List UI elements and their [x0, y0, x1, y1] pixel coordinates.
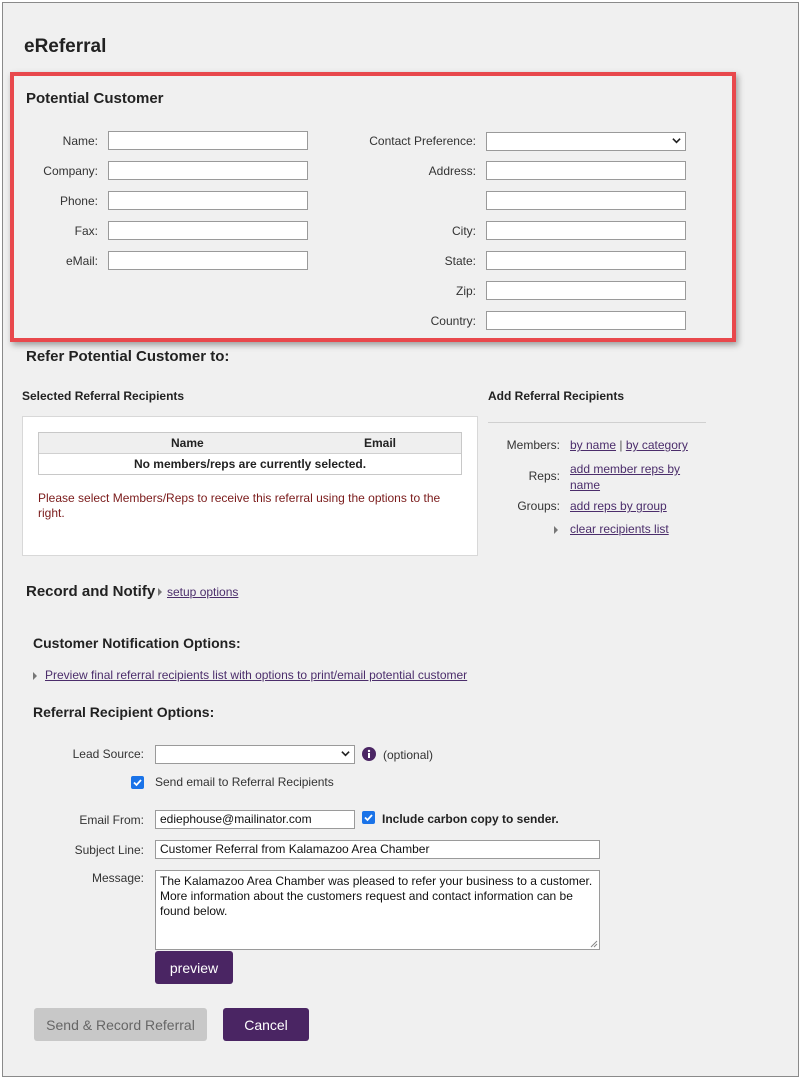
- col-email-header: Email: [364, 436, 397, 450]
- fax-label: Fax:: [74, 224, 98, 238]
- selected-recipients-title: Selected Referral Recipients: [22, 389, 185, 403]
- address-line2-input[interactable]: [486, 191, 686, 210]
- lead-source-select[interactable]: [155, 745, 355, 764]
- reps-link[interactable]: [570, 461, 710, 493]
- members-label: Members:: [506, 438, 560, 452]
- city-label: City:: [452, 224, 476, 238]
- recipients-table: [38, 432, 462, 475]
- resize-handle-icon[interactable]: [590, 940, 598, 948]
- add-recipients-divider: [488, 422, 706, 423]
- state-input[interactable]: [486, 251, 686, 270]
- cancel-button[interactable]: Cancel: [223, 1008, 309, 1041]
- potential-customer-title: Potential Customer: [26, 90, 164, 107]
- table-empty-row: No members/reps are currently selected.: [133, 457, 367, 471]
- preview-recipients-link[interactable]: Preview final referral recipients list with options to print/email potential customer: [45, 668, 468, 682]
- caret-right-icon: [554, 526, 558, 534]
- country-label: Country:: [430, 314, 476, 328]
- city-input[interactable]: [486, 221, 686, 240]
- col-name-header: Name: [171, 436, 204, 450]
- check-icon: [132, 777, 143, 788]
- by-category-link[interactable]: by category: [625, 438, 688, 452]
- recipient-options-title: Referral Recipient Options:: [33, 704, 215, 720]
- table-header: [39, 433, 461, 454]
- state-label: State:: [444, 254, 476, 268]
- fax-input[interactable]: [108, 221, 308, 240]
- add-member-reps-link[interactable]: add member reps by: [570, 462, 681, 476]
- email-label: eMail:: [65, 254, 98, 268]
- email-from-input[interactable]: ediephouse@mailinator.com: [155, 810, 355, 829]
- add-reps-by-group-link[interactable]: add reps by group: [570, 499, 667, 513]
- company-input[interactable]: [108, 161, 308, 180]
- add-member-reps-name-link[interactable]: name: [570, 478, 601, 492]
- send-email-checkbox[interactable]: [131, 776, 144, 789]
- chevron-down-icon: [341, 749, 350, 758]
- send-email-label: Send email to Referral Recipients: [155, 775, 334, 789]
- message-label: Message:: [91, 871, 144, 885]
- contact-preference-select[interactable]: [486, 132, 686, 151]
- groups-label: Groups:: [517, 499, 560, 513]
- name-input[interactable]: [108, 131, 308, 150]
- chevron-down-icon: [672, 136, 681, 145]
- contact-preference-label: Contact Preference:: [369, 134, 476, 148]
- link-separator: |: [619, 438, 623, 452]
- optional-text: (optional): [383, 748, 434, 762]
- check-icon: [363, 812, 374, 823]
- message-textarea[interactable]: The Kalamazoo Area Chamber was pleased to refer your business to a customer. More information about the customers request and contact information can be found below.: [155, 870, 600, 950]
- send-record-button[interactable]: Send & Record Referral: [34, 1008, 207, 1041]
- email-from-label: Email From:: [79, 813, 144, 827]
- include-cc-checkbox[interactable]: [362, 811, 375, 824]
- country-input[interactable]: [486, 311, 686, 330]
- address-input[interactable]: [486, 161, 686, 180]
- subject-input[interactable]: Customer Referral from Kalamazoo Area Chamber: [155, 840, 600, 859]
- refer-title: Refer Potential Customer to:: [26, 348, 230, 365]
- members-links: [570, 438, 688, 452]
- customer-notification-title: Customer Notification Options:: [33, 635, 241, 651]
- caret-right-icon: [158, 588, 162, 596]
- selection-warning: Please select Members/Reps to receive this referral using the options to the right.: [38, 491, 441, 520]
- company-label: Company:: [43, 164, 98, 178]
- info-icon[interactable]: [362, 747, 376, 761]
- caret-right-icon: [33, 672, 37, 680]
- name-label: Name:: [62, 134, 98, 148]
- add-recipients-title: Add Referral Recipients: [488, 389, 625, 403]
- subject-label: Subject Line:: [74, 843, 144, 857]
- page-title: eReferral: [24, 36, 107, 57]
- reps-label: Reps:: [528, 469, 560, 483]
- include-cc-label: Include carbon copy to sender.: [382, 812, 559, 826]
- setup-options-link[interactable]: setup options: [167, 585, 239, 599]
- preview-button[interactable]: preview: [155, 951, 233, 984]
- clear-recipients-link[interactable]: clear recipients list: [570, 522, 669, 536]
- record-notify-title: Record and Notify: [26, 583, 156, 600]
- zip-label: Zip:: [455, 284, 476, 298]
- lead-source-label: Lead Source:: [72, 747, 144, 761]
- phone-label: Phone:: [59, 194, 98, 208]
- by-name-link[interactable]: by name: [570, 438, 617, 452]
- address-label: Address:: [428, 164, 476, 178]
- zip-input[interactable]: [486, 281, 686, 300]
- phone-input[interactable]: [108, 191, 308, 210]
- email-input[interactable]: [108, 251, 308, 270]
